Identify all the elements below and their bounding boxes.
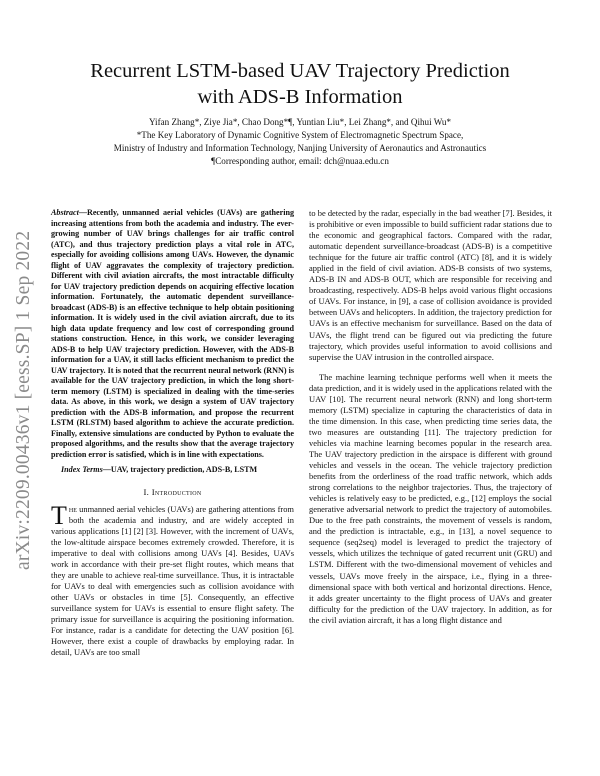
drop-word: he <box>68 503 77 514</box>
intro-paragraph-1 <box>51 500 294 659</box>
arxiv-identifier: arXiv:2209.00436v1 [eess.SP] 1 Sep 2022 <box>13 230 34 570</box>
intro-paragraph-1-text: unmanned aerial vehicles (UAVs) are gathering attentions from both the academia and industry, and are widely accepted in various applications [1] [2] [3]. However, with the increment of UAVs, the low-altitude airspace becomes extremely crowded. Therefore, it is imperative to deal with collisions among UAVs [4]. Besides, UAVs work in accordance with their pre-set flight routes, which means that they are unable to achieve real-time surveillance. Thus, it is intractable for UAVs to deal with emergencies such as collision avoidance with other UAVs or obstacles in time [5]. Consequently, an effective surveillance system for UAVs is essential to ensure flight safety. The primary issue for surveillance is acquiring the positioning information. For instance, radar is a candidate for detecting the UAV position [6]. However, there exist a couple of drawbacks by employing radar. In detail, UAVs are too small <box>51 503 294 658</box>
affiliation-line-1: *The Key Laboratory of Dynamic Cognitive System of Electromagnetic Spectrum Space, <box>136 130 464 140</box>
author-list: Yifan Zhang*, Ziye Jia*, Chao Dong*¶, Yuntian Liu*, Lei Zhang*, and Qihui Wu* <box>148 117 452 127</box>
right-column <box>309 208 552 626</box>
index-terms <box>51 465 294 476</box>
section-heading-introduction <box>51 487 294 498</box>
intro-paragraph-1-continued: to be detected by the radar, especially in the bad weather [7]. Besides, it is prohibitive or even impossible to build sufficient radar stations due to the economic and geographical factors. Compared with the radar, automatic dependent surveillance-broadcast (ADS-B) is a competitive technique for the future air traffic control (ATC) [8], and it is widely applied in the field of civil aviation. ADS-B consists of two systems, ADS-B IN and ADS-B OUT, which are responsible for receiving and broadcasting, respectively. ADS-B helps avoid various flight occasions of UAVs. For instance, in [9], a case of collision avoidance is provided between UAVs and helicopters. In addition, the trajectory prediction for UAVs is an effective mechanism for surveillance. Based on the data of UAVs, the flight trend can be figured out via predicting the future trajectory, which provides useful information to avoid collisions and supervise the UAV intrusion in the controlled airspace. <box>309 208 552 362</box>
affiliation-line-2: Ministry of Industry and Information Technology, Nanjing University of Aeronautics and Astronautics <box>113 143 487 153</box>
index-terms-label: Index Terms <box>61 465 103 474</box>
abstract-label: Abstract <box>51 208 79 217</box>
paper-title <box>40 58 560 110</box>
title-line-2: with ADS-B Information <box>197 86 403 108</box>
abstract <box>51 208 294 460</box>
title-line-1: Recurrent LSTM-based UAV Trajectory Prediction <box>90 60 510 82</box>
corresponding-author: ¶Corresponding author, email: dch@nuaa.edu.cn <box>211 156 389 166</box>
intro-paragraph-2: The machine learning technique performs well when it meets the data prediction, and it is widely used in the applications related with the UAV [10]. The recurrent neural network (RNN) and long short-term memory (LSTM) specialize in capturing the characteristics of data in the time dimension. In this case, when predicting time series data, the two measures are outstanding [11]. The trajectory prediction for vehicles via machine learning becomes popular in the research area. The UAV trajectory prediction in the airspace is different with ground vehicles and vessels in the ocean. The vehicle trajectory prediction benefits from the orderliness of the road traffic network, which adds strong correlations to the neighbor trajectories. Thus, the trajectory of vehicles is relatively easy to be predicted, e.g., [12] employs the social generative adversarial network to predict the trajectory of automobiles. Due to the free path constraints, the movement of vessels is random, and the prediction is intractable, e.g., in [13], a novel sequence to sequence (seq2seq) model is leveraged to predict the trajectory of vessels, which utilizes the technique of gated recurrent unit (GRU) and LSTM. Different with the two-dimensional movement of vehicles and vessels, UAVs move freely in the airspace, i.e., flying in a three-dimensional space with both vertical and horizontal directions. Hence, it adds greater uncertainty to the flight process of UAVs and greater difficulty for the prediction of the UAV trajectory. In addition, as for the civil aviation aircraft, it has a long flight distance and <box>309 371 552 625</box>
drop-cap: T <box>51 500 67 530</box>
index-terms-text: —UAV, trajectory prediction, ADS-B, LSTM <box>102 465 258 474</box>
left-column <box>51 208 294 658</box>
section-title: Introduction <box>151 486 202 497</box>
author-block <box>40 116 560 168</box>
section-numeral: I. <box>143 486 152 497</box>
abstract-text: —Recently, unmanned aerial vehicles (UAVs) are gathering increasing attentions from both the academia and industry. The ever-growing number of UAV brings challenges for air traffic control (ATC), and thus trajectory prediction plays a vital role in ATC, especially for avoiding collisions among UAVs. However, the dynamic flight of UAV aggravates the complexity of trajectory prediction. Different with civil aviation aircrafts, the most intractable difficulty for UAV trajectory prediction depends on acquiring effective location information. Fortunately, the automatic dependent surveillance-broadcast (ADS-B) is an effective technique to help obtain positioning information. It is widely used in the civil aviation aircraft, due to its high data update frequency and low cost of corresponding ground stations construction. Hence, in this work, we consider leveraging ADS-B to help UAV trajectory prediction. However, with the ADS-B information for a UAV, it still lacks efficient mechanism to predict the UAV trajectory. It is noted that the recurrent neural network (RNN) is available for the UAV trajectory prediction, in which the long short-term memory (LSTM) is specialized in dealing with the time-series data. As above, in this work, we design a system of UAV trajectory prediction with the ADS-B information, and propose the recurrent LSTM (RLSTM) based algorithm to achieve the accurate prediction. Finally, extensive simulations are conducted by Python to evaluate the proposed algorithms, and the results show that the average trajectory prediction error is satisfied, which is in line with expectations. <box>51 208 294 459</box>
